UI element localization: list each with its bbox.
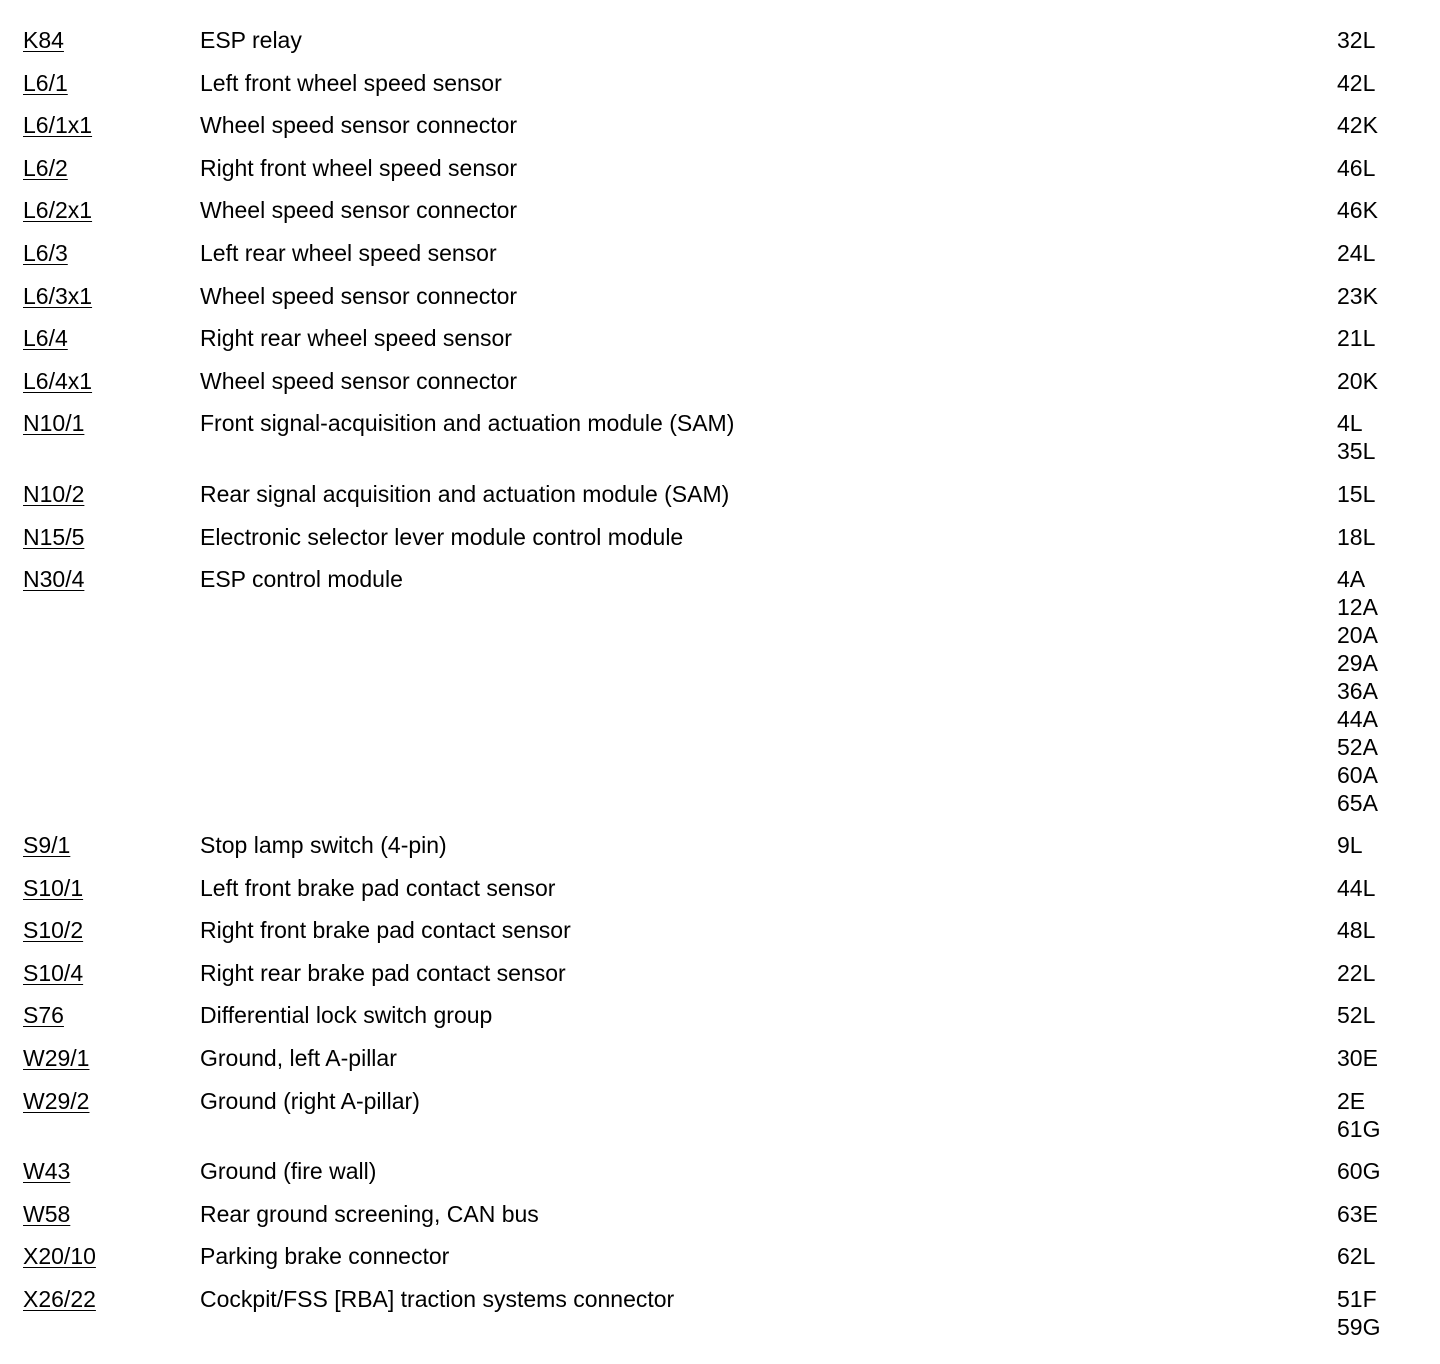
component-code-link[interactable]: L6/4: [23, 325, 68, 352]
grid-location: 15L: [1337, 480, 1376, 507]
grid-location-list: [1337, 282, 1378, 310]
grid-location-list: [1337, 1242, 1375, 1270]
component-description: Right rear wheel speed sensor: [200, 325, 512, 352]
grid-location: 30E: [1337, 1044, 1378, 1071]
grid-location: 20A: [1337, 622, 1378, 649]
component-code-link[interactable]: X20/10: [23, 1243, 96, 1270]
component-description: Ground, left A-pillar: [200, 1044, 397, 1071]
grid-location-list: [1337, 69, 1375, 97]
grid-location: 18L: [1337, 523, 1376, 550]
grid-location-list: [1337, 1044, 1378, 1072]
grid-location-list: [1337, 239, 1375, 267]
grid-location: 2E: [1337, 1087, 1366, 1114]
grid-location-list: [1337, 480, 1375, 508]
component-description: Stop lamp switch (4-pin): [200, 831, 447, 858]
grid-location: 42K: [1337, 112, 1378, 139]
component-code-link[interactable]: S10/4: [23, 959, 84, 986]
grid-location: 60A: [1337, 762, 1378, 789]
grid-location-list: [1337, 1285, 1380, 1341]
grid-location: 4L: [1337, 410, 1363, 437]
grid-location: 46K: [1337, 197, 1378, 224]
grid-location-list: [1337, 1001, 1375, 1029]
grid-location-list: [1337, 565, 1378, 817]
component-code-link[interactable]: N30/4: [23, 566, 85, 593]
grid-location-list: [1337, 1087, 1380, 1143]
component-code-link[interactable]: S10/2: [23, 917, 84, 944]
grid-location: 63E: [1337, 1200, 1378, 1227]
grid-location: 23K: [1337, 282, 1378, 309]
grid-location: 24L: [1337, 240, 1376, 266]
component-code-link[interactable]: N10/1: [23, 410, 85, 437]
grid-location: 35L: [1337, 438, 1376, 465]
component-description: Front signal-acquisition and actuation module (SAM): [200, 410, 735, 437]
component-code-link[interactable]: L6/2: [23, 154, 68, 181]
grid-location: 36A: [1337, 678, 1378, 705]
component-description: Ground (fire wall): [200, 1158, 377, 1184]
grid-location-list: [1337, 916, 1375, 944]
grid-location: 65A: [1337, 790, 1378, 817]
component-description: Rear signal acquisition and actuation module (SAM): [200, 480, 730, 507]
component-description: Electronic selector lever module control module: [200, 523, 684, 550]
component-code-link[interactable]: L6/4x1: [23, 367, 93, 394]
grid-location: 62L: [1337, 1243, 1376, 1270]
component-code-link[interactable]: L6/3: [23, 240, 68, 266]
component-description: Wheel speed sensor connector: [200, 112, 518, 139]
grid-location-list: [1337, 1157, 1380, 1185]
grid-location: 21L: [1337, 325, 1376, 352]
component-description: Left front wheel speed sensor: [200, 69, 502, 96]
component-code-link[interactable]: N15/5: [23, 523, 85, 550]
component-code-link[interactable]: W29/2: [23, 1087, 90, 1114]
component-description: Parking brake connector: [200, 1243, 450, 1270]
component-description: Left rear wheel speed sensor: [200, 240, 497, 266]
grid-location-list: [1337, 959, 1375, 987]
component-description: Cockpit/FSS [RBA] traction systems connector: [200, 1285, 675, 1312]
component-code-link[interactable]: L6/2x1: [23, 197, 93, 224]
component-code-link[interactable]: W58: [23, 1200, 71, 1227]
grid-location: 42L: [1337, 69, 1376, 96]
grid-location: 44L: [1337, 874, 1376, 901]
component-description: Right rear brake pad contact sensor: [200, 959, 566, 986]
grid-location: 4A: [1337, 566, 1366, 593]
component-code-link[interactable]: L6/1x1: [23, 112, 93, 139]
grid-location-list: [1337, 111, 1378, 139]
grid-location: 44A: [1337, 706, 1378, 733]
grid-location: 51F: [1337, 1285, 1377, 1312]
grid-location: 60G: [1337, 1158, 1381, 1184]
grid-location: 52L: [1337, 1002, 1376, 1029]
grid-location: 46L: [1337, 154, 1376, 181]
component-description: ESP control module: [200, 566, 403, 593]
component-code-link[interactable]: X26/22: [23, 1285, 96, 1312]
component-description: Left front brake pad contact sensor: [200, 874, 556, 901]
component-code-link[interactable]: S10/1: [23, 874, 84, 901]
component-description: ESP relay: [200, 27, 302, 53]
component-code-link[interactable]: L6/3x1: [23, 282, 93, 309]
grid-location: 48L: [1337, 917, 1376, 944]
grid-location: 52A: [1337, 734, 1378, 761]
grid-location-list: [1337, 409, 1375, 465]
component-code-link[interactable]: N10/2: [23, 480, 85, 507]
component-code-link[interactable]: S9/1: [23, 831, 71, 858]
component-description: Right front brake pad contact sensor: [200, 917, 571, 944]
grid-location-list: [1337, 831, 1363, 859]
component-code-link[interactable]: S76: [23, 1002, 64, 1029]
component-code-link[interactable]: W43: [23, 1158, 71, 1184]
grid-location: 12A: [1337, 594, 1378, 621]
grid-location: 22L: [1337, 959, 1376, 986]
grid-location: 32L: [1337, 27, 1376, 53]
component-code-link[interactable]: W29/1: [23, 1044, 90, 1071]
grid-location-list: [1337, 367, 1378, 395]
grid-location-list: [1337, 154, 1375, 182]
component-code-link[interactable]: L6/1: [23, 69, 68, 96]
grid-location-list: [1337, 874, 1375, 902]
grid-location-list: [1337, 26, 1375, 54]
grid-location: 29A: [1337, 650, 1378, 677]
component-description: Rear ground screening, CAN bus: [200, 1200, 539, 1227]
component-description: Ground (right A-pillar): [200, 1087, 420, 1114]
component-description: Wheel speed sensor connector: [200, 282, 518, 309]
grid-location-list: [1337, 324, 1375, 352]
grid-location: 61G: [1337, 1115, 1381, 1142]
grid-location: 59G: [1337, 1313, 1381, 1340]
grid-location-list: [1337, 523, 1375, 551]
component-description: Wheel speed sensor connector: [200, 197, 518, 224]
grid-location-list: [1337, 196, 1378, 224]
grid-location-list: [1337, 1200, 1378, 1228]
component-description: Wheel speed sensor connector: [200, 367, 518, 394]
component-code-link[interactable]: K84: [23, 27, 64, 53]
component-description: Differential lock switch group: [200, 1002, 493, 1029]
component-description: Right front wheel speed sensor: [200, 154, 518, 181]
grid-location: 20K: [1337, 367, 1378, 394]
grid-location: 9L: [1337, 831, 1363, 858]
